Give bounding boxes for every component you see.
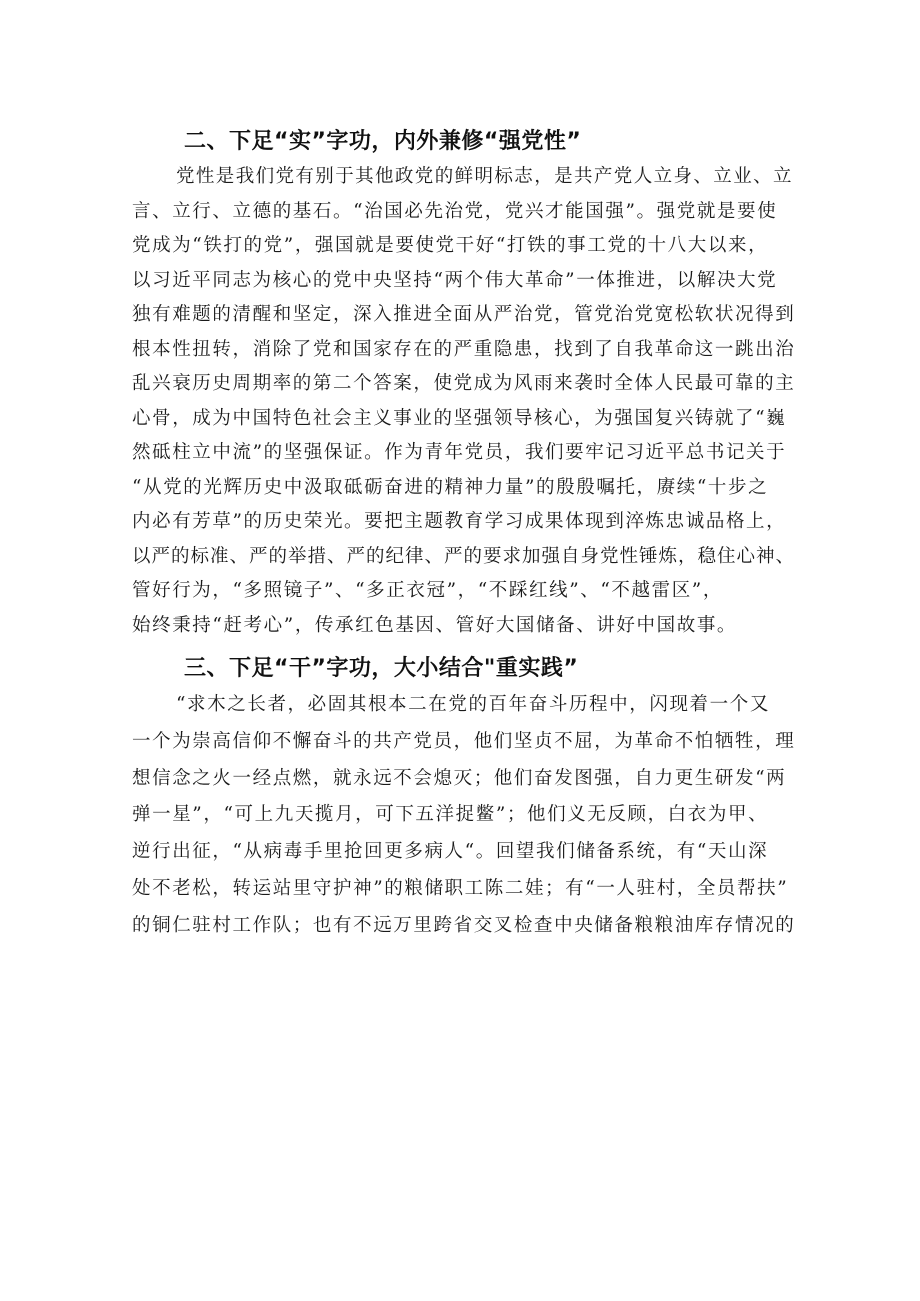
- text-line: 独有难题的清醒和坚定，深入推进全面从严治党，管党治党宽松软状况得到: [132, 304, 796, 325]
- section-heading-3: 三、下足“干”字功，大小结合"重实践”: [184, 656, 579, 681]
- text-line: 心骨，成为中国特色社会主义事业的坚强领导核心，为强国复兴铸就了“巍: [132, 407, 787, 429]
- text-line: 一个为崇高信仰不懈奋斗的共产党员，他们坚贞不屈，为革命不怕牺牲，理: [132, 730, 796, 752]
- text-line: 然砥柱立中流”的坚强保证。作为青年党员，我们要牢记习近平总书记关于: [132, 442, 787, 463]
- text-line: 党成为“铁打的党”，强国就是要使党干好“打铁的事工党的十八大以来，: [132, 235, 769, 256]
- text-line: 内必有芳草”的历史荣光。要把主题教育学习成果体现到淬炼忠诚品格上，: [132, 511, 787, 532]
- text-line: 言、立行、立德的基石。“治国必先治党，党兴才能国强”。强党就是要使: [132, 200, 778, 222]
- text-line: 以习近平同志为核心的党中央坚持“两个伟大革命”一体推进，以解决大党: [132, 269, 778, 291]
- text-line: 的铜仁驻村工作队；也有不远万里跨省交叉检查中央储备粮粮油库存情况的: [132, 914, 796, 936]
- text-line: 乱兴衰历史周期率的第二个答案，使党成为风雨来袭时全体人民最可靠的主: [132, 373, 796, 394]
- paragraph-practice: [132, 687, 796, 945]
- text-line: “从党的光辉历史中汲取砥砺奋进的精神力量”的殷殷嘱托，赓续“十步之: [132, 476, 769, 498]
- section-heading-2: 二、下足“实”字功，内外兼修“强党性”: [184, 129, 582, 154]
- text-line: 管好行为，“多照镜子”、“多正衣冠”，“不踩红线”、“不越雷区”，: [132, 580, 723, 601]
- text-line: 根本性扭转，消除了党和国家存在的严重隐患，找到了自我革命这一跳出治: [132, 338, 796, 360]
- text-line: 想信念之火一经点燃，就永远不会熄灭；他们奋发图强，自力更生研发“两: [132, 767, 787, 789]
- text-line: 弹一星”，“可上九天揽月，可下五洋捉鳖”；他们义无反顾，白衣为甲、: [132, 804, 769, 826]
- paragraph-party-spirit: [132, 160, 796, 643]
- text-line: 以严的标准、严的举措、严的纪律、严的要求加强自身党性锤炼，稳住心神、: [132, 545, 796, 567]
- text-line: 始终秉持“赶考心”，传承红色基因、管好大国储备、讲好中国故事。: [132, 614, 738, 636]
- text-line: 逆行出征，“从病毒手里抢回更多病人“。回望我们储备系统，有“天山深: [132, 841, 769, 863]
- text-line: 党性是我们党有别于其他政党的鲜明标志，是共产党人立身、立业、立: [176, 166, 793, 187]
- text-line: 处不老松，转运站里守护神”的粮储职工陈二娃；有“一人驻村，全员帮扶”: [132, 877, 789, 899]
- document-body: [132, 124, 796, 945]
- text-line: “求木之长者，必固其根本二在党的百年奋斗历程中，闪现着一个又: [176, 694, 770, 715]
